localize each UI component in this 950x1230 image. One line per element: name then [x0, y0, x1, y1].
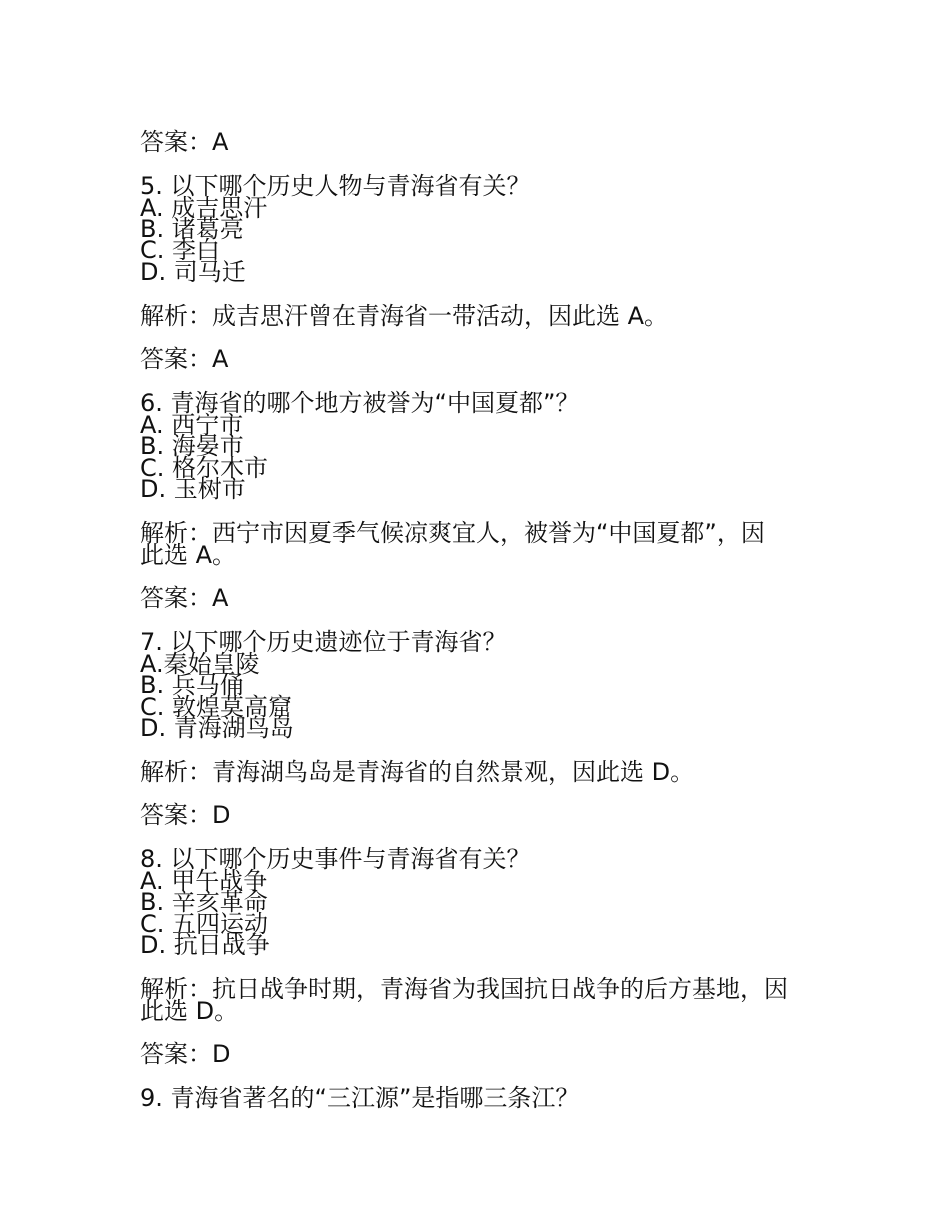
- explanation-line: 解析：成吉思汗曾在青海省一带活动，因此选 A。: [140, 302, 669, 330]
- option-a: A. 成吉思汗: [140, 194, 268, 222]
- option-a: A.秦始皇陵: [140, 650, 260, 678]
- question-7: 7. 以下哪个历史遗迹位于青海省？: [140, 628, 507, 656]
- option-d: D. 玉树市: [140, 475, 246, 503]
- option-c: C. 格尔木市: [140, 454, 269, 482]
- question-5: 5. 以下哪个历史人物与青海省有关？: [140, 172, 531, 200]
- option-b: B. 兵马俑: [140, 671, 244, 699]
- option-d: D. 司马迁: [140, 258, 246, 286]
- question-6: 6. 青海省的哪个地方被誉为“中国夏都”？: [140, 389, 580, 417]
- explanation-line: 解析：抗日战争时期，青海省为我国抗日战争的后方基地，因: [140, 975, 788, 1003]
- option-c: C. 五四运动: [140, 910, 269, 938]
- option-c: C. 敦煌莫高窟: [140, 693, 293, 721]
- option-b: B. 辛亥革命: [140, 888, 268, 916]
- explanation-line: 此选 A。: [140, 541, 237, 569]
- answer-line: 答案：A: [140, 128, 229, 156]
- option-c: C. 李白: [140, 236, 221, 264]
- answer-line: 答案：A: [140, 584, 229, 612]
- option-d: D. 青海湖鸟岛: [140, 714, 294, 742]
- option-d: D. 抗日战争: [140, 931, 270, 959]
- option-a: A. 甲午战争: [140, 867, 268, 895]
- option-b: B. 诸葛亮: [140, 215, 244, 243]
- answer-line: 答案：D: [140, 801, 231, 829]
- question-8: 8. 以下哪个历史事件与青海省有关？: [140, 845, 531, 873]
- question-9: 9. 青海省著名的“三江源”是指哪三条江？: [140, 1084, 580, 1112]
- option-a: A. 西宁市: [140, 411, 244, 439]
- answer-line: 答案：A: [140, 345, 229, 373]
- explanation-line: 解析：西宁市因夏季气候凉爽宜人，被誉为“中国夏都”，因: [140, 519, 765, 547]
- explanation-line: 解析：青海湖鸟岛是青海省的自然景观，因此选 D。: [140, 758, 695, 786]
- option-b: B. 海晏市: [140, 432, 244, 460]
- answer-line: 答案：D: [140, 1040, 231, 1068]
- explanation-line: 此选 D。: [140, 997, 239, 1025]
